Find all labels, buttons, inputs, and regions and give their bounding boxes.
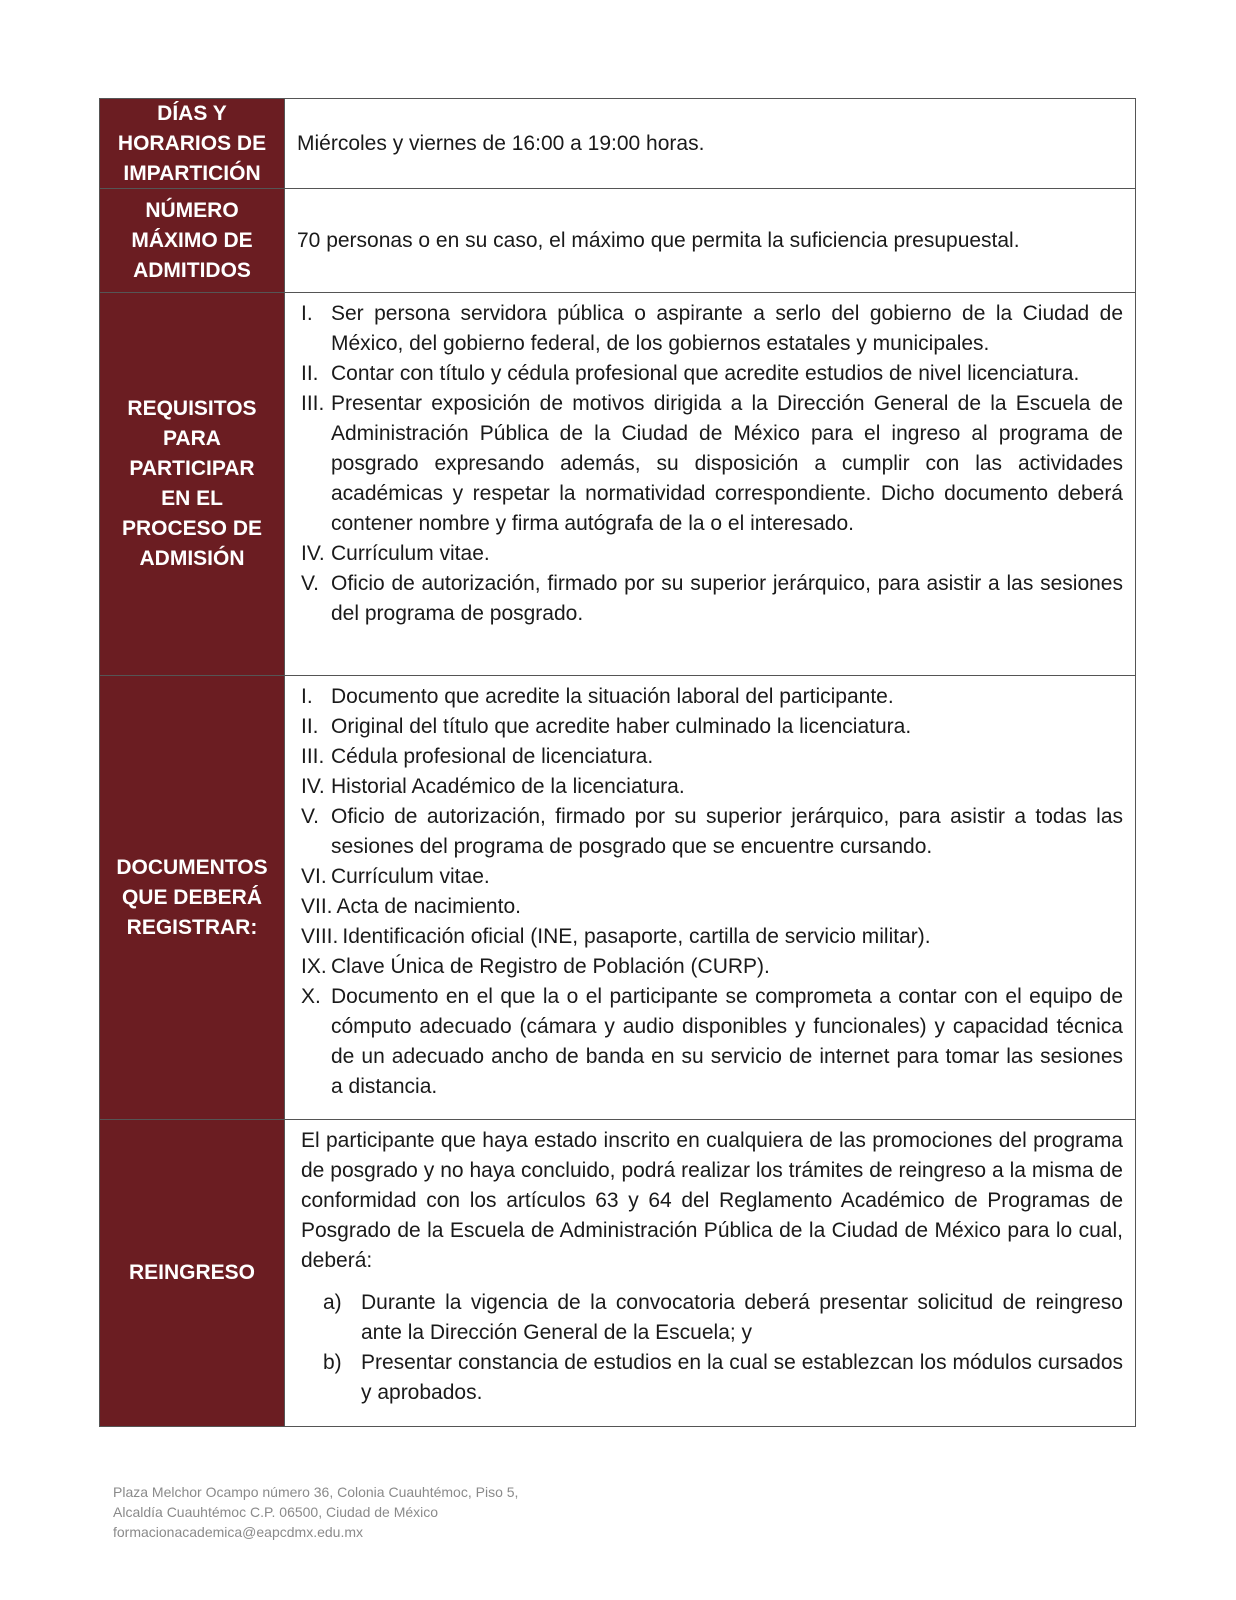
footer-email: formacionacademica@eapcdmx.edu.mx: [113, 1524, 363, 1540]
row-content-requisitos: [285, 293, 1135, 675]
admitidos-text: 70 personas o en su caso, el máximo que permita la suficiencia presupuestal.: [297, 228, 1020, 252]
list-item: III. Cédula profesional de licenciatura.: [301, 745, 654, 768]
list-item: b) Presentar constancia de estudios en la cual se establezcan los módulos cursados y aprobados.: [323, 1351, 1123, 1404]
list-item: VII. Acta de nacimiento.: [301, 895, 521, 918]
requisitos-list: [301, 299, 1123, 629]
list-item: IX. Clave Única de Registro de Población (CURP).: [301, 955, 770, 978]
row-documentos: [100, 676, 1135, 1120]
list-item: V. Oficio de autorización, firmado por su superior jerárquico, para asistir a todas las sesiones del programa de posgrado que se encuentre cursando.: [301, 805, 1123, 858]
list-item: IV. Historial Académico de la licenciatura.: [301, 775, 685, 798]
row-content-admitidos: [285, 189, 1135, 292]
list-item: V. Oficio de autorización, firmado por su superior jerárquico, para asistir a las sesiones del programa de posgrado.: [301, 572, 1123, 625]
list-item: X. Documento en el que la o el participante se comprometa a contar con el equipo de cómputo adecuado (cámara y audio disponibles y funcionales) y capacidad técnica de un adecuado ancho de banda en su servicio de internet para tomar las sesiones a distancia.: [301, 985, 1123, 1098]
list-item: II. Original del título que acredite haber culminado la licenciatura.: [301, 715, 912, 738]
row-requisitos: [100, 293, 1135, 676]
horarios-text: Miércoles y viernes de 16:00 a 19:00 horas.: [297, 131, 705, 155]
list-item: a) Durante la vigencia de la convocatoria deberá presentar solicitud de reingreso ante la Dirección General de la Escuela; y: [323, 1291, 1123, 1344]
reingreso-paragraph: El participante que haya estado inscrito en cualquiera de las promociones del programa de posgrado y no haya concluido, podrá realizar los trámites de reingreso a la misma de conformidad con los artículos 63 y 64 del Reglamento Académico de Programas de Posgrado de la Escuela de Administración Pública de la Ciudad de México para lo cual, deberá:: [301, 1129, 1123, 1272]
row-label-documentos: DOCUMENTOS QUE DEBERÁ REGISTRAR:: [100, 676, 285, 1119]
row-label-admitidos: NÚMERO MÁXIMO DE ADMITIDOS: [100, 189, 285, 292]
list-item: III. Presentar exposición de motivos dirigida a la Dirección General de la Escuela de Administración Pública de la Ciudad de México para el ingreso al programa de posgrado expresando además, su disposición a cumplir con las actividades académicas y respetar la normatividad correspondiente. Dicho documento deberá contener nombre y firma autógrafa de la o el interesado.: [301, 392, 1123, 535]
row-admitidos: [100, 189, 1135, 293]
list-item: VIII. Identificación oficial (INE, pasaporte, cartilla de servicio militar).: [301, 925, 931, 948]
row-label-horarios: DÍAS Y HORARIOS DE IMPARTICIÓN: [100, 99, 285, 188]
list-item: I. Ser persona servidora pública o aspirante a serlo del gobierno de la Ciudad de México, del gobierno federal, de los gobiernos estatales y municipales.: [301, 302, 1123, 355]
info-table: [99, 98, 1136, 1427]
list-item: II. Contar con título y cédula profesional que acredite estudios de nivel licenciatura.: [301, 362, 1080, 385]
list-item: IV. Currículum vitae.: [301, 542, 490, 565]
documentos-list: [301, 682, 1123, 1102]
row-horarios: [100, 99, 1135, 189]
footer-address-line2: Alcaldía Cuauhtémoc C.P. 06500, Ciudad de México: [113, 1504, 439, 1520]
page-footer: [113, 1482, 518, 1542]
row-content-horarios: [285, 99, 1135, 188]
list-item: I. Documento que acredite la situación laboral del participante.: [301, 685, 894, 708]
list-item: VI. Currículum vitae.: [301, 865, 490, 888]
row-label-reingreso: REINGRESO: [100, 1120, 285, 1426]
row-reingreso: [100, 1120, 1135, 1426]
row-label-requisitos: REQUISITOS PARA PARTICIPAR EN EL PROCESO DE ADMISIÓN: [100, 293, 285, 675]
row-content-documentos: [285, 676, 1135, 1119]
footer-address-line1: Plaza Melchor Ocampo número 36, Colonia Cuauhtémoc, Piso 5,: [113, 1484, 519, 1500]
row-content-reingreso: [285, 1120, 1135, 1426]
reingreso-list: [301, 1288, 1123, 1408]
